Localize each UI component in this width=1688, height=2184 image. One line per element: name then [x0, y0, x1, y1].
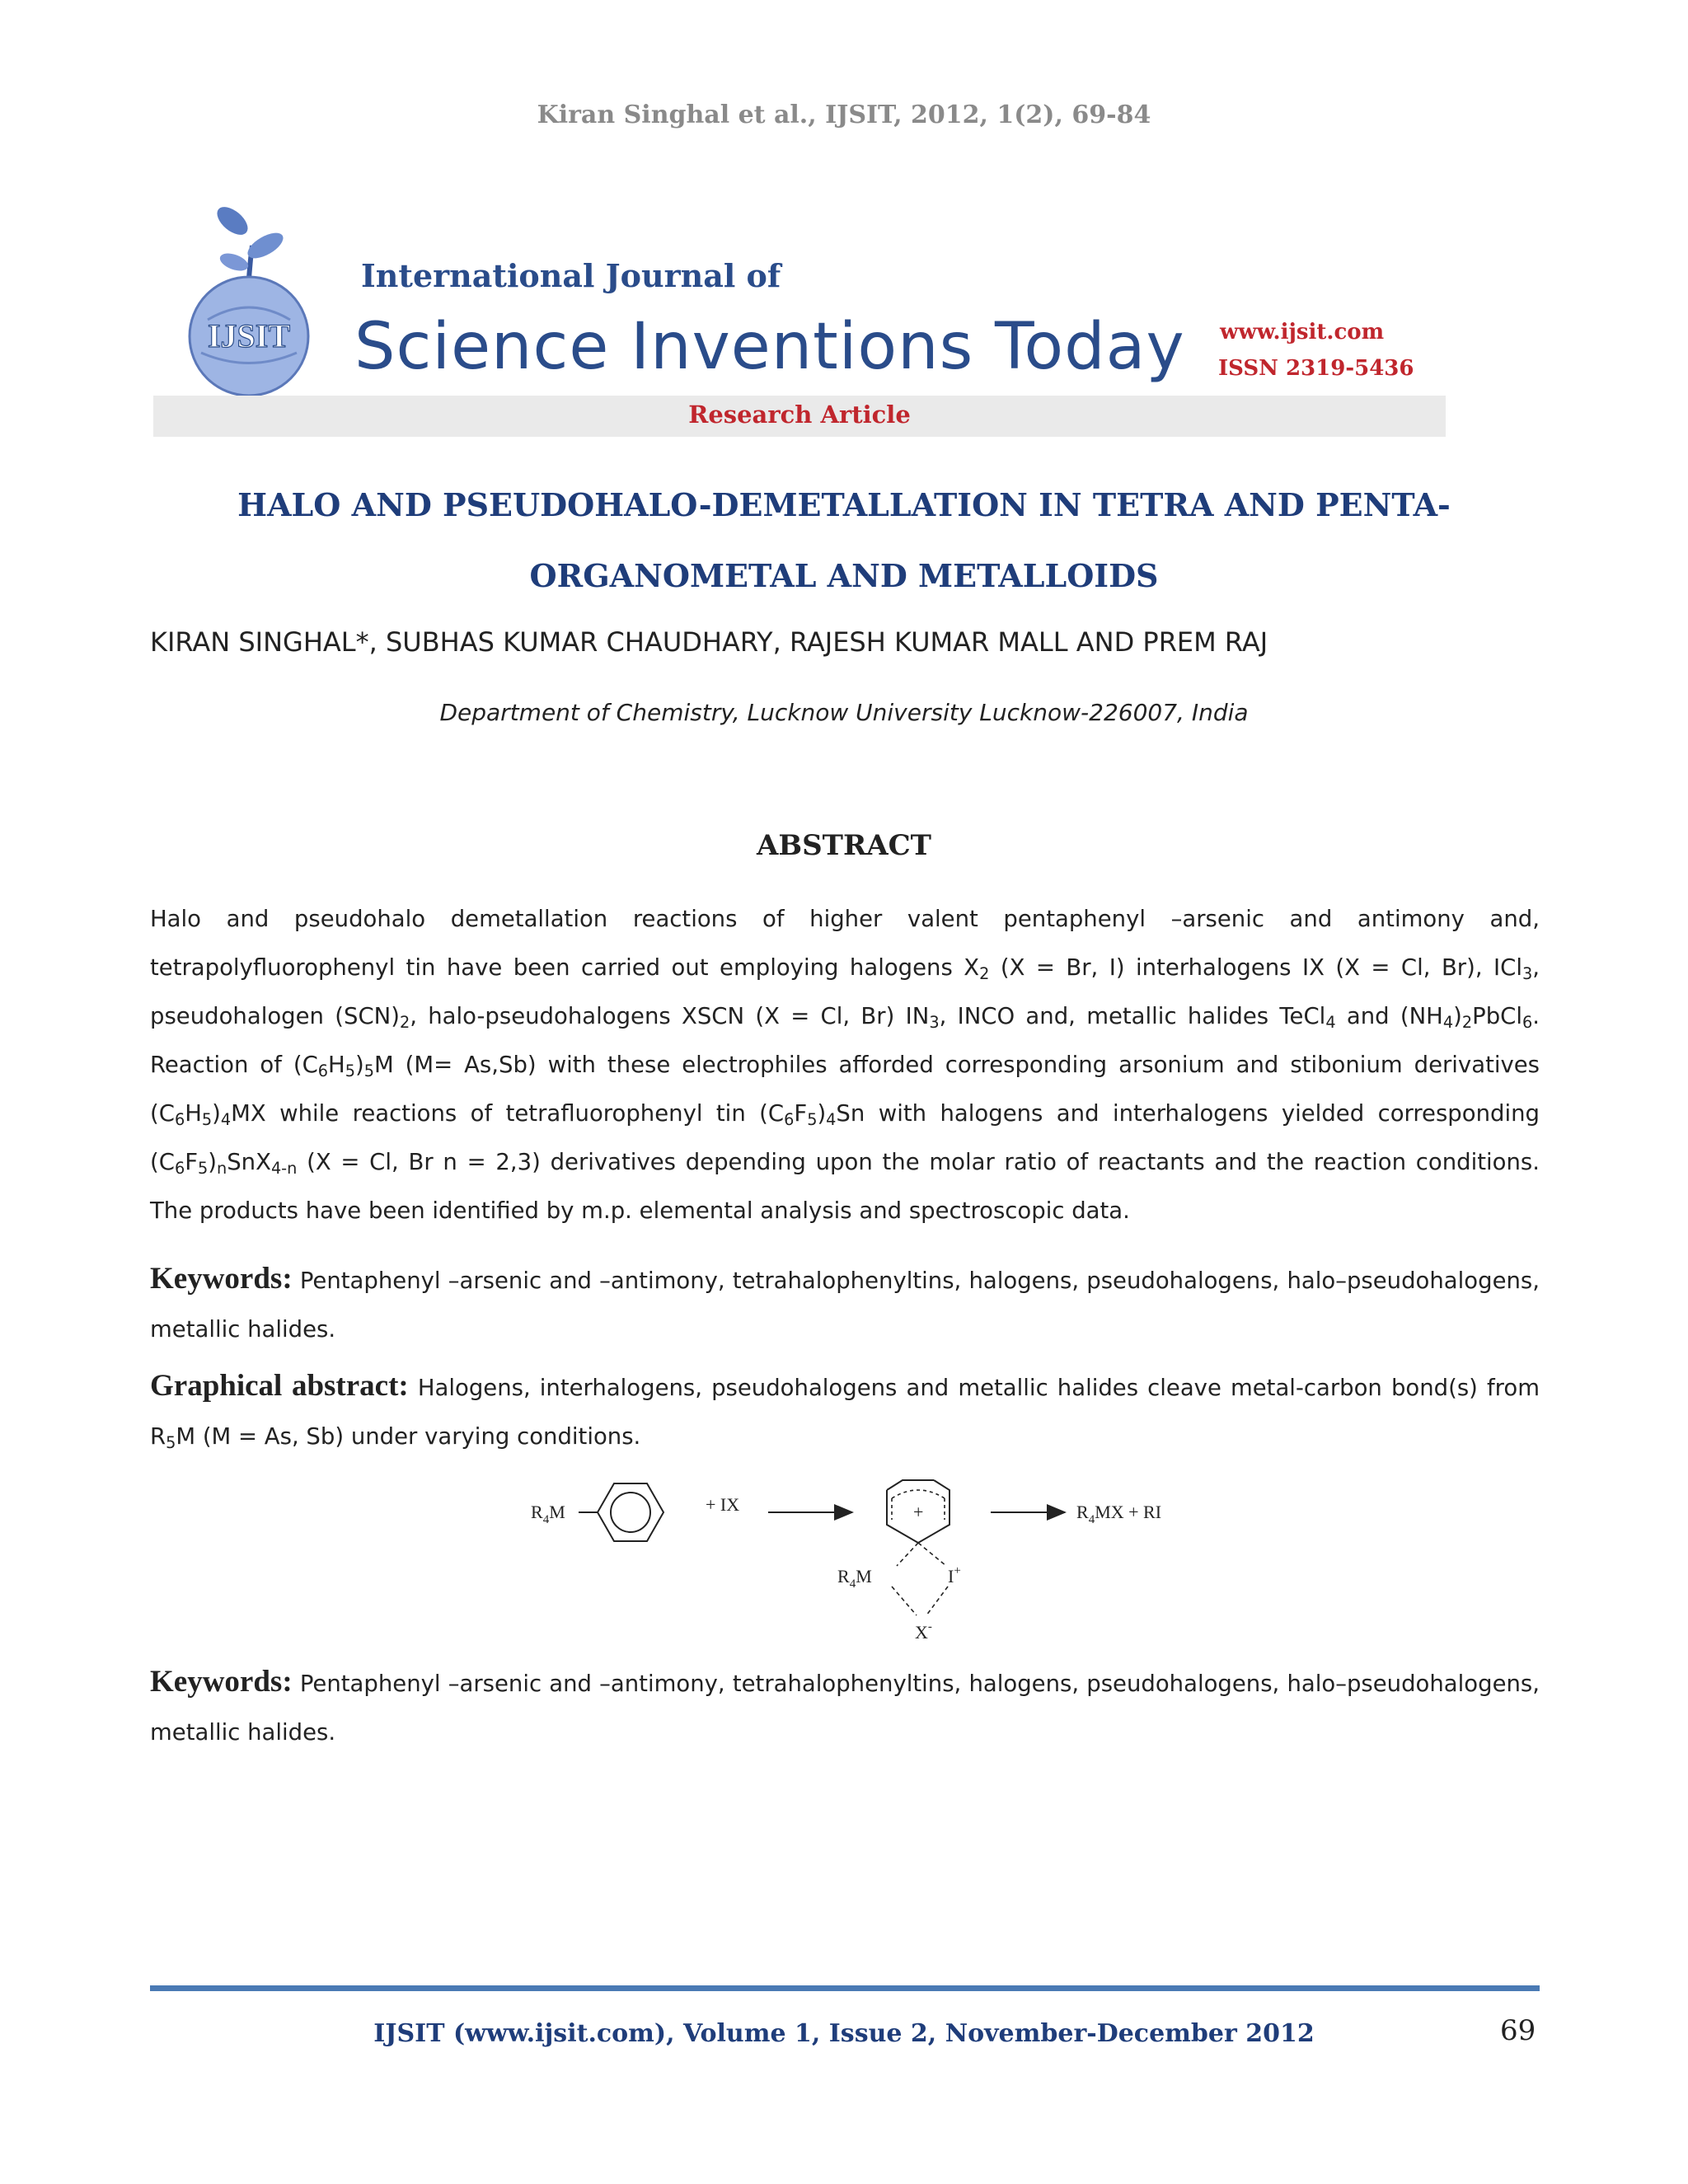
- intermediate-iodine: I+: [948, 1564, 961, 1586]
- running-head: Kiran Singhal et al., IJSIT, 2012, 1(2), 69-84: [537, 101, 1151, 129]
- intermediate-r4m: $R_4M$: [837, 1566, 872, 1591]
- logo-text: IJSIT: [207, 317, 291, 354]
- plus-ix-label: + IX: [706, 1494, 740, 1515]
- graphical-abstract-paragraph: Graphical abstract: Halogens, interhalogens, pseudohalogens and metallic halides cleave metal-carbon bond(s) from $R_5M$ (M = As, Sb) under varying conditions.: [150, 1369, 1540, 1452]
- intermediate-halide: X-: [915, 1620, 932, 1643]
- abstract-text: Halo and pseudohalo demetallation reactions of higher valent pentaphenyl –arsenic and antimony and, tetrapolyfluorophenyl tin have been carried out employing halogens $X_2$ (X = Br, I) interhalogens IX (X = Cl, Br), ICl$_3$, pseudohalogen $(SCN)_2$, halo-pseudohalogens XSCN (X = Cl, Br) $IN_3$, INCO and, metallic halides TeCl$_4$ and $(NH_4)_2PbCl_6$. Reaction of $(C_6H_5)_5M$ (M= As,Sb) with these electrophiles afforded corresponding arsonium and stibonium derivatives $(C_6H_5)_4MX$ while reactions of tetrafluorophenyl tin $(C_6F_5)_4Sn$ with halogens and interhalogens yielded corresponding $(C_6F_5)_nSnX_{4-n}$ (X = Cl, Br n = 2,3) derivatives depending upon the molar ratio of reactants and the reaction conditions. The products have been identified by m.p. elemental analysis and spectroscopic data.: [150, 906, 1540, 1224]
- footer-rule: [150, 1985, 1540, 1991]
- graphical-abstract-label: Graphical abstract:: [150, 1369, 409, 1403]
- intermediate-charge: +: [913, 1502, 924, 1522]
- authors: KIRAN SINGHAL*, SUBHAS KUMAR CHAUDHARY, RAJESH KUMAR MALL AND PREM RAJ: [150, 626, 1268, 658]
- journal-name-line2: Science Inventions Today: [354, 310, 1185, 384]
- product-label: $R_4MX$ + RI: [1076, 1502, 1162, 1526]
- journal-issn: ISSN 2319-5436: [1218, 356, 1414, 381]
- journal-url[interactable]: www.ijsit.com: [1220, 320, 1385, 344]
- benzene-ring-icon: [598, 1483, 663, 1541]
- reaction-scheme: [519, 1475, 1195, 1648]
- affiliation: Department of Chemistry, Lucknow University Lucknow-226007, India: [439, 699, 1249, 726]
- journal-name-line1: International Journal of: [361, 257, 781, 294]
- journal-logo: [183, 196, 315, 402]
- title-line-2: ORGANOMETAL AND METALLOIDS: [529, 557, 1159, 594]
- keywords-label: Keywords:: [150, 1262, 293, 1296]
- footer-citation: IJSIT (www.ijsit.com), Volume 1, Issue 2, November-December 2012: [373, 2019, 1315, 2048]
- title-line-1: HALO AND PSEUDOHALO-DEMETALLATION IN TETRA AND PENTA-: [237, 486, 1451, 523]
- reactant-r: $R_4M$: [531, 1502, 565, 1526]
- article-type: Research Article: [688, 401, 911, 429]
- abstract-heading: ABSTRACT: [757, 829, 931, 862]
- keywords-paragraph-repeat: [150, 1657, 1540, 1757]
- paper-title: [157, 470, 1531, 612]
- keywords-text: Pentaphenyl –arsenic and –antimony, tetrahalophenyltins, halogens, pseudohalogens, halo–pseudohalogens, metallic halides.: [150, 1671, 1540, 1746]
- keywords-paragraph: [150, 1254, 1540, 1354]
- keywords-text: Pentaphenyl –arsenic and –antimony, tetrahalophenyltins, halogens, pseudohalogens, halo–pseudohalogens, metallic halides.: [150, 1268, 1540, 1343]
- keywords-label: Keywords:: [150, 1665, 293, 1699]
- page-number: 69: [1500, 2014, 1536, 2047]
